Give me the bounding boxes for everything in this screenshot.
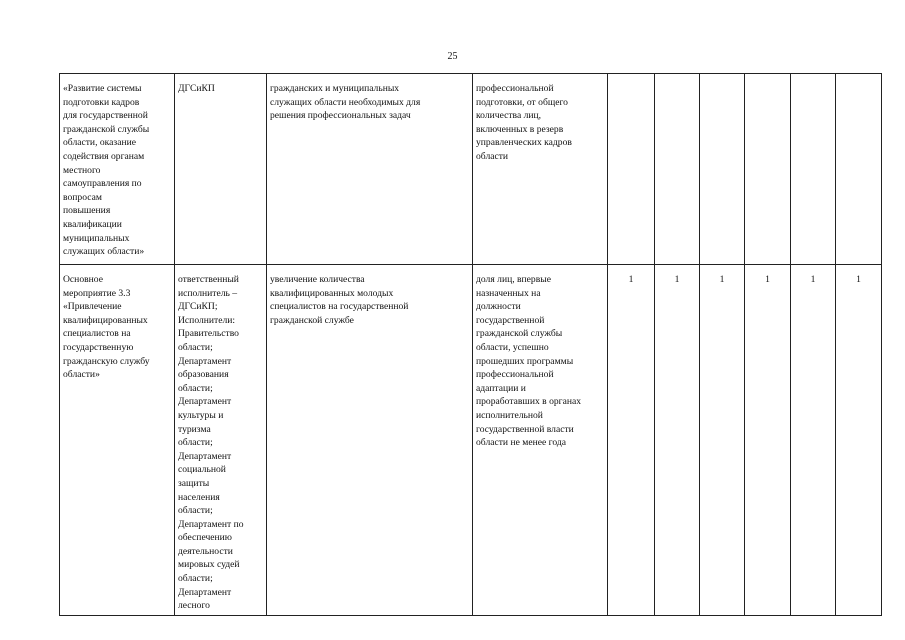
value-cell <box>700 74 745 265</box>
page-number: 25 <box>447 51 458 62</box>
value-cell: 1 <box>655 265 700 616</box>
table-row <box>60 265 882 616</box>
value-cell <box>836 74 882 265</box>
value-cell: 1 <box>608 265 655 616</box>
value-cell: 1 <box>791 265 836 616</box>
value-cell: 1 <box>836 265 882 616</box>
program-table <box>59 73 882 616</box>
executor-cell: ДГСиКП <box>175 74 267 265</box>
measure-cell: «Развитие системы подготовки кадров для государственной гражданской службы области, оказание содействия органам местного самоуправления по вопросам повышения квалификации муниципальных служащих области» <box>60 74 175 265</box>
indicator-cell: доля лиц, впервые назначенных на должности государственной гражданской службы области, успешно прошедших программы профессиональной адаптации и проработавших в органах исполнительной государственной власти области не менее года <box>473 265 608 616</box>
result-cell: увеличение количества квалифицированных молодых специалистов на государственной гражданской службе <box>267 265 473 616</box>
value-cell: 1 <box>745 265 791 616</box>
value-cell: 1 <box>700 265 745 616</box>
value-cell <box>745 74 791 265</box>
value-cell <box>608 74 655 265</box>
executor-cell: ответственный исполнитель – ДГСиКП; Исполнители: Правительство области; Департамент образования области; Департамент культуры и туризма области; Департамент социальной защиты населения области; Департамент по обеспечению деятельности мировых судей области; Департамент лесного <box>175 265 267 616</box>
result-cell: гражданских и муниципальных служащих области необходимых для решения профессиональных задач <box>267 74 473 265</box>
indicator-cell: профессиональной подготовки, от общего количества лиц, включенных в резерв управленческих кадров области <box>473 74 608 265</box>
value-cell <box>791 74 836 265</box>
table-row <box>60 74 882 265</box>
value-cell <box>655 74 700 265</box>
measure-cell: Основное мероприятие 3.3 «Привлечение квалифицированных специалистов на государственную гражданскую службу области» <box>60 265 175 616</box>
